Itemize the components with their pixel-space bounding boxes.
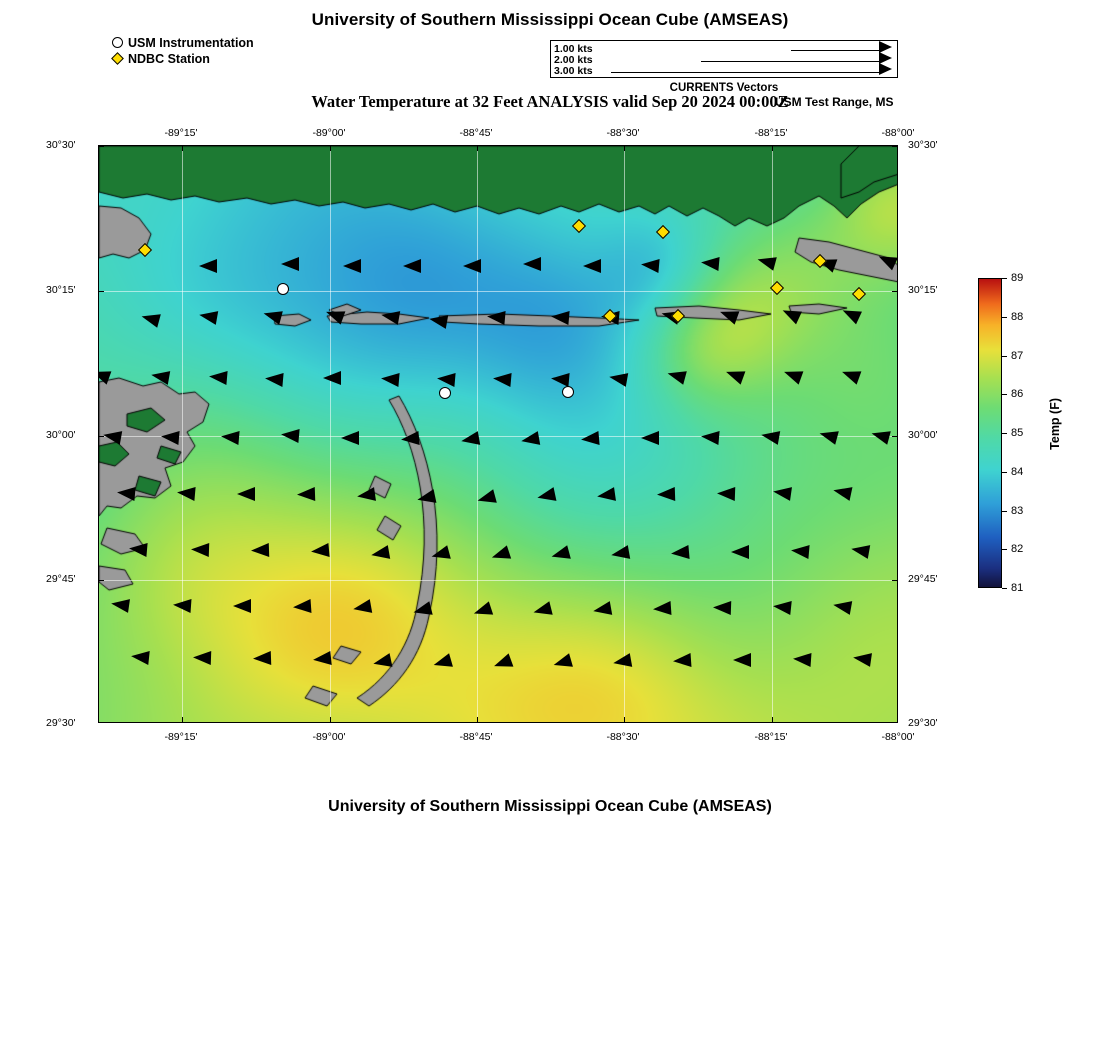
current-vector-arrow — [717, 486, 735, 501]
current-vector-arrow — [176, 485, 195, 501]
longitude-tick-label: -88°45' — [459, 731, 493, 743]
axis-tick — [99, 291, 104, 292]
current-vector-arrow — [673, 653, 692, 668]
colorbar-gradient — [978, 278, 1002, 588]
vector-key-row — [551, 66, 897, 78]
latitude-tick-label: 30°15' — [46, 284, 76, 296]
vector-key-label: 1.00 kts — [554, 43, 593, 55]
footer-title: University of Southern Mississippi Ocean Cube (AMSEAS) — [328, 798, 772, 815]
current-vector-arrow — [436, 371, 455, 387]
colorbar-tick — [1002, 472, 1007, 473]
current-vector-arrow — [790, 543, 809, 559]
current-vector-arrow — [198, 308, 218, 325]
colorbar-tick — [1002, 317, 1007, 318]
longitude-tick-label: -89°15' — [164, 127, 198, 139]
current-vector-arrow — [403, 259, 421, 273]
axis-tick — [330, 146, 331, 151]
current-vector-arrow — [220, 429, 239, 445]
current-vector-arrow — [281, 257, 299, 271]
colorbar-tick — [1002, 356, 1007, 357]
page-title: University of Southern Mississippi Ocean Cube (AMSEAS) — [311, 10, 789, 29]
current-vector-arrow — [733, 653, 751, 667]
longitude-tick-label: -88°15' — [754, 127, 788, 139]
colorbar-tick-label: 88 — [1011, 310, 1024, 323]
axis-tick — [330, 717, 331, 722]
current-vector-arrow — [772, 485, 792, 501]
current-vector-arrow — [323, 371, 341, 385]
axis-tick — [477, 146, 478, 151]
current-vector-arrow — [640, 257, 659, 273]
current-vector-arrow — [550, 371, 569, 387]
current-vector-arrow — [731, 545, 749, 559]
current-vector-arrow — [832, 598, 852, 615]
current-vector-arrow — [233, 599, 251, 613]
current-vector-arrow — [208, 369, 227, 385]
current-vector-arrow — [251, 543, 269, 558]
map-gridline-vertical — [182, 146, 183, 722]
latitude-tick-label: 29°30' — [46, 717, 76, 729]
axis-tick — [892, 291, 897, 292]
colorbar-tick — [1002, 511, 1007, 512]
current-vector-arrow — [264, 371, 283, 387]
vector-key-caption: CURRENTS Vectors — [669, 82, 779, 94]
current-vector-arrow — [150, 368, 170, 385]
vector-scale-key — [550, 40, 898, 78]
current-vector-arrow — [193, 650, 211, 665]
legend-item-ndbc — [110, 52, 254, 67]
colorbar-tick — [1002, 549, 1007, 550]
axis-tick — [182, 717, 183, 722]
map-gridline-horizontal — [99, 580, 897, 581]
usm-instrumentation-marker[interactable] — [439, 387, 451, 399]
current-vector-arrow — [380, 308, 400, 325]
latitude-tick-label: 29°30' — [908, 717, 938, 729]
current-vector-arrow — [130, 649, 149, 665]
current-vector-arrow — [492, 371, 511, 387]
axis-tick — [99, 146, 104, 147]
colorbar-title: Temp (F) — [1048, 398, 1062, 450]
current-vector-arrow — [102, 428, 122, 445]
current-vector-arrow — [253, 651, 271, 666]
current-vector-arrow — [310, 543, 329, 559]
current-vector-arrow — [550, 309, 569, 325]
longitude-tick-label: -89°15' — [164, 731, 198, 743]
current-vector-arrow — [850, 542, 870, 559]
axis-tick — [772, 146, 773, 151]
current-vector-arrow — [583, 259, 601, 273]
current-vector-arrow — [608, 370, 628, 387]
current-vector-arrow — [110, 597, 130, 613]
longitude-tick-label: -88°30' — [606, 731, 640, 743]
current-vector-arrow — [653, 601, 672, 616]
map-plot-area[interactable] — [98, 145, 898, 723]
longitude-tick-label: -88°15' — [754, 731, 788, 743]
current-vector-arrow — [852, 651, 872, 667]
axis-tick — [182, 146, 183, 151]
map-gridline-vertical — [330, 146, 331, 722]
legend-item-usm — [110, 36, 254, 51]
colorbar-tick-label: 86 — [1011, 388, 1024, 401]
current-vector-arrow — [670, 545, 689, 561]
circle-marker-icon — [110, 36, 128, 51]
current-vector-arrow — [356, 487, 376, 503]
longitude-tick-label: -89°00' — [312, 731, 346, 743]
legend-item-label: USM Instrumentation — [128, 36, 254, 50]
arrow-icon — [879, 63, 892, 75]
legend-item-label: NDBC Station — [128, 52, 210, 66]
colorbar-tick-label: 85 — [1011, 427, 1024, 439]
latitude-tick-label: 29°45' — [46, 573, 76, 585]
current-vector-arrow — [380, 371, 399, 387]
current-vector-arrow — [523, 257, 541, 271]
current-vector-arrow — [793, 652, 812, 667]
colorbar-tick-label: 83 — [1011, 504, 1024, 517]
vector-key-line — [791, 50, 879, 51]
latitude-tick-label: 30°30' — [46, 139, 76, 151]
current-vector-arrow — [486, 309, 505, 325]
latitude-tick-label: 30°15' — [908, 284, 938, 296]
vector-key-line — [701, 61, 879, 62]
current-vector-arrow — [173, 598, 192, 613]
current-vector-arrow — [343, 259, 361, 273]
colorbar-tick-label: 81 — [1011, 582, 1024, 594]
colorbar-tick — [1002, 278, 1007, 279]
longitude-tick-label: -88°00' — [881, 731, 915, 743]
current-vector-arrow — [772, 599, 791, 615]
colorbar-tick — [1002, 433, 1007, 434]
vector-key-label: 3.00 kts — [554, 65, 593, 77]
current-vector-arrow — [116, 485, 135, 501]
current-vector-arrow — [191, 542, 209, 557]
colorbar-tick-label: 82 — [1011, 543, 1024, 556]
current-vector-arrow — [428, 312, 448, 329]
current-vector-arrow — [760, 428, 780, 445]
current-vector-arrow — [128, 541, 147, 557]
current-vector-arrow — [341, 431, 359, 445]
axis-tick — [772, 717, 773, 722]
axis-tick — [624, 146, 625, 151]
current-vector-arrow — [237, 487, 255, 501]
latitude-tick-label: 30°00' — [908, 429, 938, 441]
current-vector-arrow — [641, 431, 659, 445]
region-label: USM Test Range, MS — [775, 95, 894, 109]
axis-tick — [892, 146, 897, 147]
current-vector-arrow — [293, 599, 312, 614]
map-gridline-vertical — [624, 146, 625, 722]
colorbar-tick-label: 87 — [1011, 349, 1024, 362]
map-subtitle: Water Temperature at 32 Feet ANALYSIS valid Sep 20 2024 00:00Z — [311, 92, 789, 111]
longitude-tick-label: -88°30' — [606, 127, 640, 139]
vector-key-label: 2.00 kts — [554, 54, 593, 66]
longitude-tick-label: -89°00' — [312, 127, 346, 139]
current-vector-arrow — [700, 255, 719, 271]
current-vector-arrow — [657, 487, 675, 502]
current-vector-arrow — [713, 600, 731, 615]
axis-tick — [624, 717, 625, 722]
current-vector-arrow — [160, 429, 179, 445]
current-vector-arrow — [297, 487, 315, 502]
usm-instrumentation-marker[interactable] — [277, 283, 289, 295]
axis-tick — [477, 717, 478, 722]
map-legend — [110, 36, 254, 68]
latitude-tick-label: 30°00' — [46, 429, 76, 441]
vector-key-line — [611, 72, 879, 73]
longitude-tick-label: -88°45' — [459, 127, 493, 139]
current-vector-arrow — [463, 259, 481, 273]
current-vector-arrow — [312, 651, 331, 667]
diamond-marker-icon — [110, 52, 128, 67]
current-vector-arrow — [280, 427, 299, 443]
latitude-tick-label: 29°45' — [908, 573, 938, 585]
axis-tick — [892, 436, 897, 437]
latitude-tick-label: 30°30' — [908, 139, 938, 151]
colorbar-tick-label: 84 — [1011, 465, 1024, 478]
current-vector-arrow — [596, 487, 616, 503]
colorbar-tick — [1002, 588, 1007, 589]
current-vector-arrow — [199, 259, 217, 273]
usm-instrumentation-marker[interactable] — [562, 386, 574, 398]
colorbar-tick — [1002, 394, 1007, 395]
current-vector-arrow — [580, 431, 599, 447]
current-vector-arrow — [400, 431, 419, 447]
longitude-tick-label: -88°00' — [881, 127, 915, 139]
axis-tick — [892, 580, 897, 581]
colorbar-tick-label: 89 — [1011, 272, 1024, 284]
current-vector-arrow — [700, 429, 719, 445]
axis-tick — [99, 580, 104, 581]
